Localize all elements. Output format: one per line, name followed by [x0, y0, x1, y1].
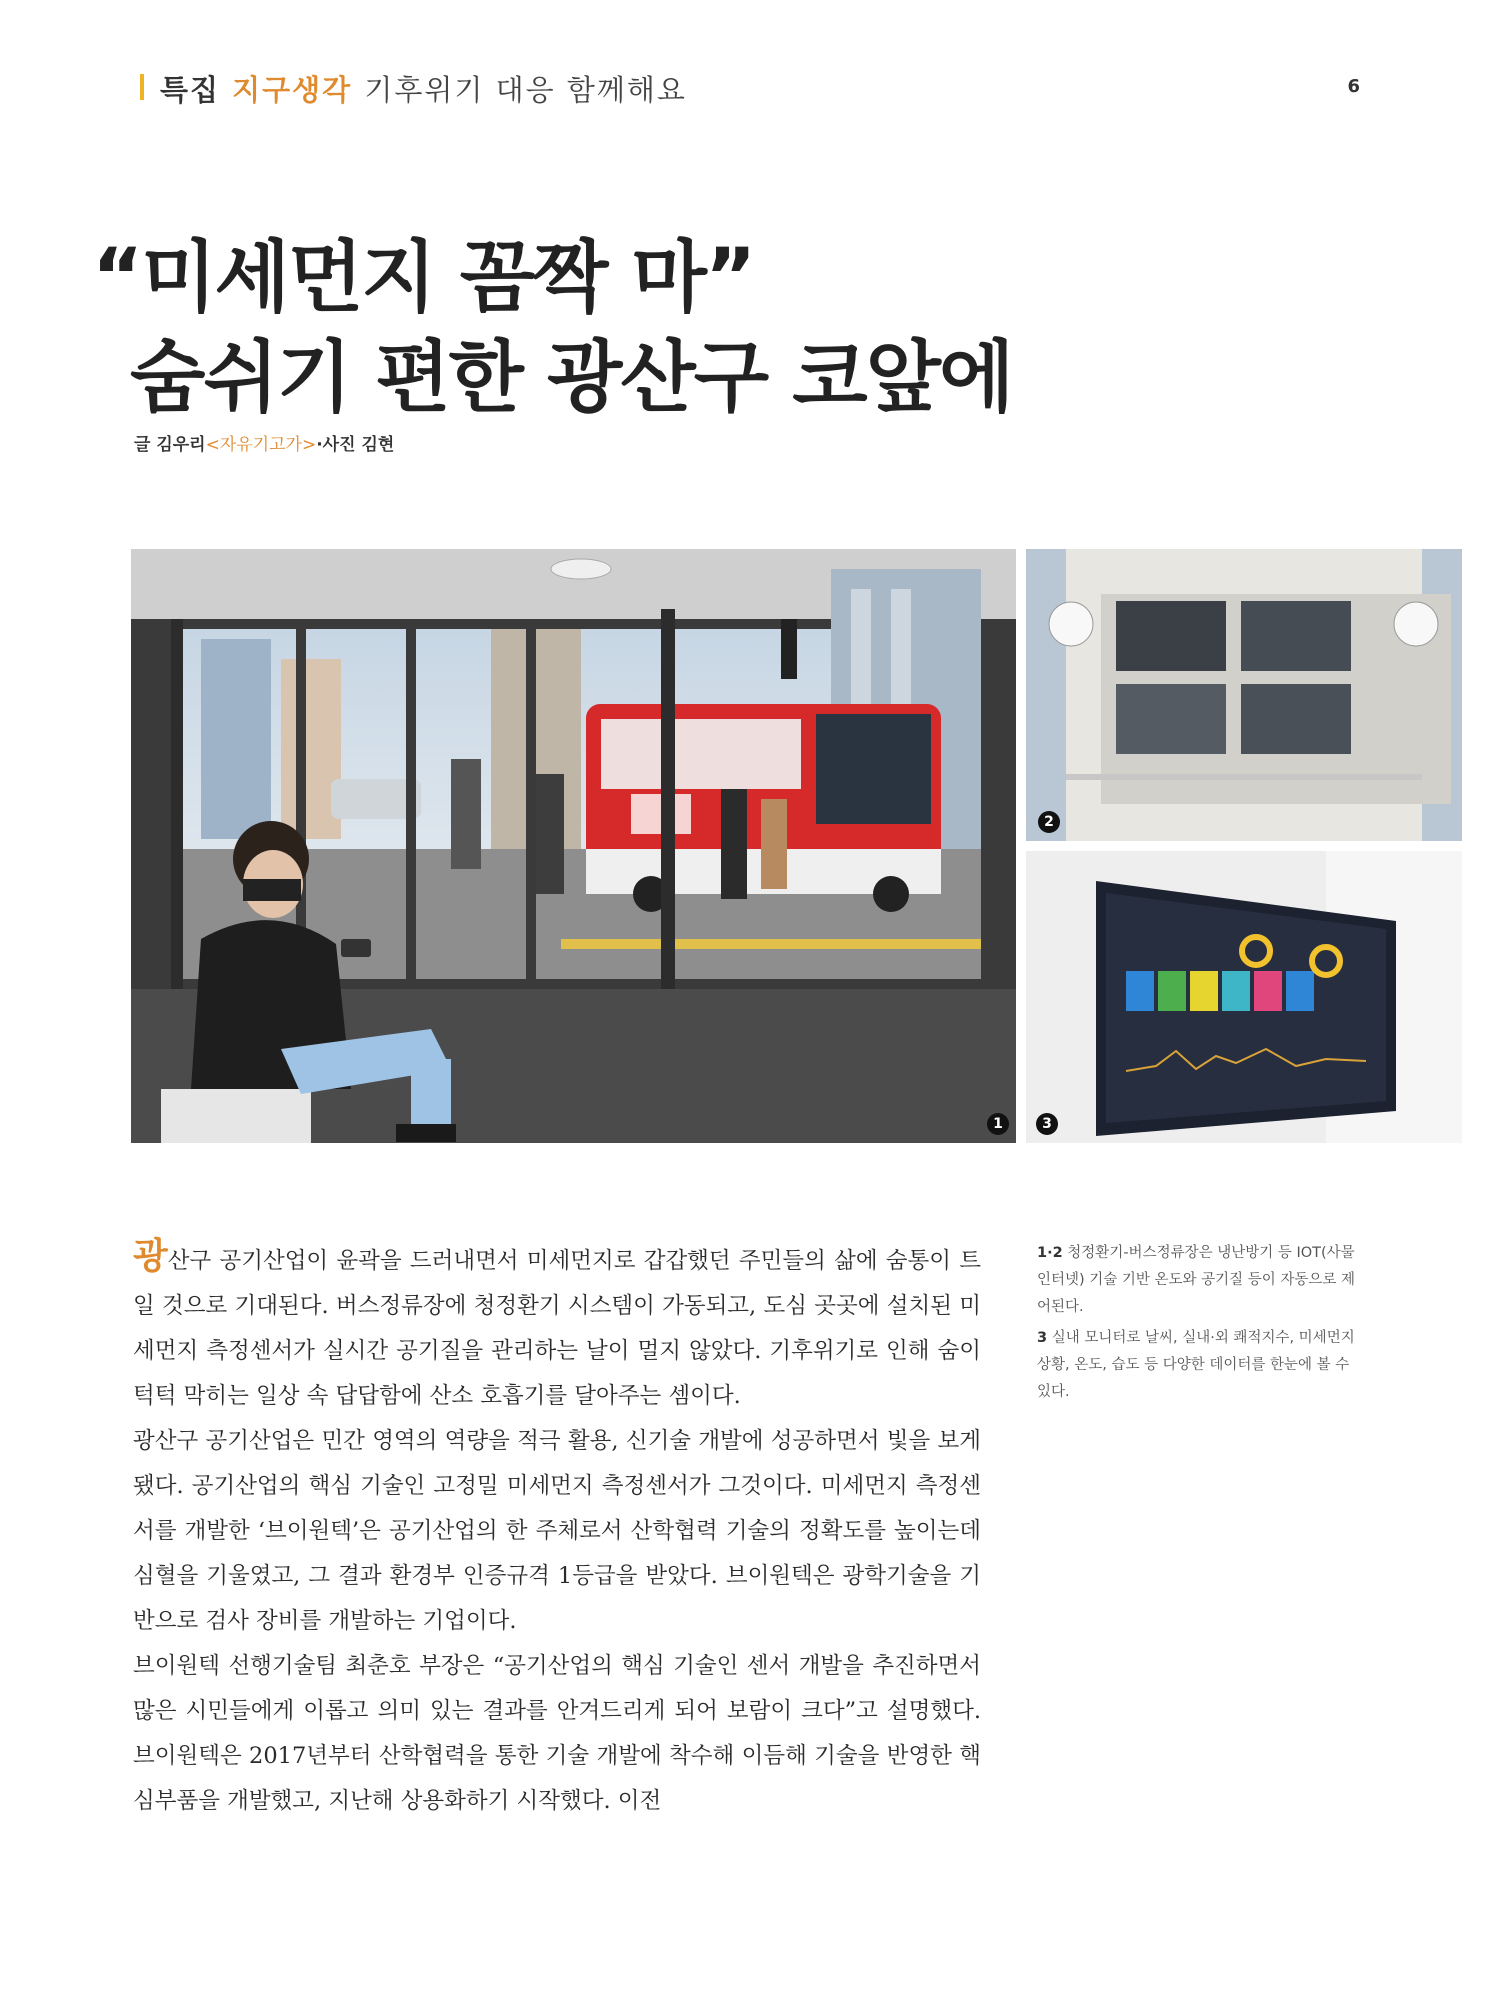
drop-cap: 광 — [133, 1235, 168, 1277]
title-line-2: 숨쉬기 편한 광산구 코앞에 — [130, 333, 1013, 423]
caption-1 — [1037, 1240, 1357, 1321]
byline-role: <자유기고가> — [205, 435, 317, 455]
article-title — [92, 228, 1012, 428]
page-number: 6 — [1347, 76, 1360, 97]
photo-monitor — [1026, 851, 1462, 1143]
bus-stop-illustration — [131, 549, 1016, 1143]
section-header — [140, 66, 1360, 110]
photo-caption — [1037, 1240, 1357, 1410]
caption-1-label: 1·2 — [1037, 1245, 1063, 1261]
article-body — [133, 1234, 981, 1824]
header-accent-bar — [140, 74, 144, 100]
photo-ceiling — [1026, 549, 1462, 841]
paragraph-1-text: 산구 공기산업이 윤곽을 드러내면서 미세먼지로 갑갑했던 주민들의 삶에 숨통이 트일 것으로 기대된다. 버스정류장에 청정환기 시스템이 가동되고, 도심 곳곳에 설치된 미세먼지 측정센서가 실시간 공기질을 관리하는 날이 멀지 않았다. 기후위기로 인해 숨이 턱턱 막히는 일상 속 답답함에 산소 호흡기를 달아주는 셈이다. — [133, 1248, 981, 1409]
header-section: 특집 — [160, 73, 221, 107]
paragraph-1 — [133, 1234, 981, 1419]
title-line-1: “미세먼지 꼼짝 마” — [92, 233, 755, 323]
byline-author: 글 김우리 — [134, 435, 206, 455]
photo-bus-stop — [131, 549, 1016, 1143]
ceiling-illustration — [1026, 549, 1462, 841]
caption-2 — [1037, 1325, 1357, 1406]
photo-badge-1: 1 — [987, 1113, 1009, 1135]
header-highlight: 지구생각 — [232, 73, 353, 107]
photo-badge-3: 3 — [1036, 1113, 1058, 1135]
photo-badge-2: 2 — [1038, 811, 1060, 833]
byline-photo-credit: ·사진 김현 — [316, 435, 395, 455]
caption-2-text: 실내 모니터로 날씨, 실내·외 쾌적지수, 미세먼지 상황, 온도, 습도 등 다양한 데이터를 한눈에 볼 수 있다. — [1037, 1330, 1355, 1400]
header-text — [160, 68, 687, 109]
caption-1-text: 청정환기-버스정류장은 냉난방기 등 IOT(사물인터넷) 기술 기반 온도와 공기질 등이 자동으로 제어된다. — [1037, 1245, 1356, 1315]
caption-2-label: 3 — [1037, 1330, 1048, 1346]
monitor-illustration — [1026, 851, 1462, 1143]
byline — [134, 430, 394, 455]
paragraph-2: 광산구 공기산업은 민간 영역의 역량을 적극 활용, 신기술 개발에 성공하면서 빛을 보게 됐다. 공기산업의 핵심 기술인 고정밀 미세먼지 측정센서가 그것이다. 미세먼지 측정센서를 개발한 ‘브이원텍’은 공기산업의 한 주체로서 산학협력 기술의 정확도를 높이는데 심혈을 기울였고, 그 결과 환경부 인증규격 1등급을 받았다. 브이원텍은 광학기술을 기반으로 검사 장비를 개발하는 기업이다. — [133, 1428, 981, 1634]
header-subtitle: 기후위기 대응 함께해요 — [364, 73, 687, 107]
paragraph-3: 브이원텍 선행기술팀 최춘호 부장은 “공기산업의 핵심 기술인 센서 개발을 추진하면서 많은 시민들에게 이롭고 의미 있는 결과를 안겨드리게 되어 보람이 크다”고 설명했다. 브이원텍은 2017년부터 산학협력을 통한 기술 개발에 착수해 이듬해 기술을 반영한 핵심부품을 개발했고, 지난해 상용화하기 시작했다. 이전 — [133, 1653, 981, 1814]
